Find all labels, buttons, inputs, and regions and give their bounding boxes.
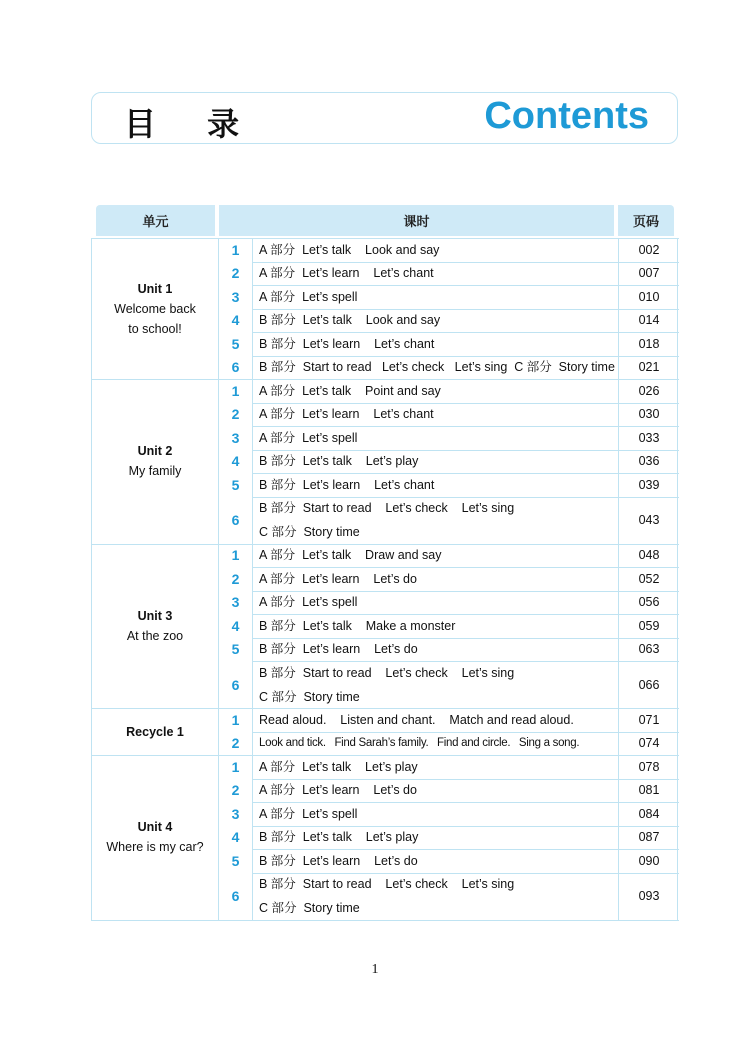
lesson-line: B 部分 Let’s talk Let’s play xyxy=(259,454,419,469)
lesson-line: A 部分 Let’s learn Let’s chant xyxy=(259,266,434,281)
page-ref: 093 xyxy=(618,873,679,920)
lesson-line: B 部分 Let’s learn Let’s chant xyxy=(259,336,435,351)
lesson-line: B 部分 Let’s talk Look and say xyxy=(259,313,441,328)
unit-cell xyxy=(92,708,218,755)
lesson-text xyxy=(254,426,618,450)
lesson-text xyxy=(254,638,618,662)
page-ref: 010 xyxy=(618,285,679,309)
lesson-number: 2 xyxy=(218,403,253,427)
unit-group xyxy=(91,238,678,379)
page-ref: 007 xyxy=(618,262,679,286)
table-row xyxy=(218,755,679,779)
lesson-text xyxy=(254,473,618,497)
unit-name: Recycle 1 xyxy=(126,724,184,739)
lesson-number: 4 xyxy=(218,309,253,333)
unit-name: Unit 2 xyxy=(137,444,173,459)
lesson-number: 3 xyxy=(218,591,253,615)
lesson-line: B 部分 Let’s learn Let’s chant xyxy=(259,477,435,492)
lesson-line: B 部分 Let’s talk Let’s play xyxy=(259,830,419,845)
table-row xyxy=(218,403,679,427)
table-row xyxy=(218,638,679,662)
page-ref: 052 xyxy=(618,567,679,591)
unit-cell xyxy=(92,544,218,709)
header-lesson: 课时 xyxy=(219,205,614,236)
lesson-text xyxy=(254,708,618,732)
lesson-text xyxy=(254,755,618,779)
page-ref: 066 xyxy=(618,661,679,708)
lesson-number: 3 xyxy=(218,802,253,826)
unit-subtitle: My family xyxy=(128,464,182,479)
lesson-line: A 部分 Let’s spell xyxy=(259,430,358,445)
table-row xyxy=(218,732,679,756)
title-chinese: 目 录 xyxy=(124,105,260,143)
lesson-number: 4 xyxy=(218,614,253,638)
page-ref: 036 xyxy=(618,450,679,474)
table-row xyxy=(218,332,679,356)
lesson-line: A 部分 Let’s talk Look and say xyxy=(259,242,440,257)
page-ref: 030 xyxy=(618,403,679,427)
lesson-text xyxy=(254,826,618,850)
lesson-line: A 部分 Let’s spell xyxy=(259,289,358,304)
table-row xyxy=(218,238,679,262)
lesson-text xyxy=(254,497,618,544)
page-ref: 048 xyxy=(618,544,679,568)
table-row xyxy=(218,591,679,615)
lesson-line: B 部分 Start to read Let’s check Let’s sing xyxy=(259,501,515,515)
lesson-text xyxy=(254,567,618,591)
page-number: 1 xyxy=(371,962,379,977)
unit-group xyxy=(91,708,678,755)
page-ref: 090 xyxy=(618,849,679,873)
lesson-number: 4 xyxy=(218,450,253,474)
table-row xyxy=(218,849,679,873)
table-row xyxy=(218,567,679,591)
lesson-number: 6 xyxy=(218,873,253,920)
lesson-line: A 部分 Let’s talk Let’s play xyxy=(259,759,418,774)
lesson-text xyxy=(254,403,618,427)
lesson-text xyxy=(254,779,618,803)
unit-subtitle: At the zoo xyxy=(126,628,184,643)
lesson-line: B 部分 Start to read Let’s check Let’s sing xyxy=(259,877,515,891)
lesson-text xyxy=(254,238,618,262)
page-ref: 059 xyxy=(618,614,679,638)
lesson-number: 1 xyxy=(218,755,253,779)
table-row xyxy=(218,356,679,380)
table-row xyxy=(218,802,679,826)
unit-cell xyxy=(92,238,218,379)
lesson-line: A 部分 Let’s learn Let’s do xyxy=(259,571,417,586)
lesson-number: 2 xyxy=(218,732,253,756)
table-row xyxy=(218,779,679,803)
lesson-number: 2 xyxy=(218,262,253,286)
lesson-number: 3 xyxy=(218,285,253,309)
table-row xyxy=(218,544,679,568)
unit-name: Unit 3 xyxy=(137,608,173,623)
unit-subtitle: Where is my car? xyxy=(106,840,204,855)
lesson-line: C 部分 Story time xyxy=(259,901,360,915)
lesson-text xyxy=(254,873,618,920)
page-ref: 018 xyxy=(618,332,679,356)
unit-subtitle: Welcome back xyxy=(114,301,196,316)
lesson-text xyxy=(254,732,618,756)
page-ref: 033 xyxy=(618,426,679,450)
lesson-number: 1 xyxy=(218,708,253,732)
unit-name: Unit 4 xyxy=(137,820,173,835)
lesson-number: 5 xyxy=(218,849,253,873)
lesson-line: A 部分 Let’s spell xyxy=(259,806,358,821)
lesson-line: Look and tick. Find Sarah’s family. Find and circle. Sing a song. xyxy=(259,737,580,750)
lesson-text xyxy=(254,614,618,638)
lesson-number: 5 xyxy=(218,638,253,662)
lesson-line: A 部分 Let’s learn Let’s chant xyxy=(259,407,434,422)
table-row xyxy=(218,309,679,333)
title-english: Contents xyxy=(484,95,649,137)
table-row xyxy=(218,262,679,286)
page-ref: 063 xyxy=(618,638,679,662)
page-ref: 014 xyxy=(618,309,679,333)
page-ref: 078 xyxy=(618,755,679,779)
unit-name: Unit 1 xyxy=(137,281,173,296)
unit-group xyxy=(91,755,678,920)
page-ref: 074 xyxy=(618,732,679,756)
table-row xyxy=(218,379,679,403)
lesson-line: C 部分 Story time xyxy=(259,689,360,704)
lesson-number: 6 xyxy=(218,356,253,380)
table-row xyxy=(218,614,679,638)
table-row xyxy=(218,450,679,474)
page-ref: 081 xyxy=(618,779,679,803)
table-row xyxy=(218,661,679,708)
lesson-number: 1 xyxy=(218,544,253,568)
lesson-number: 5 xyxy=(218,473,253,497)
lesson-text xyxy=(254,450,618,474)
lesson-text xyxy=(254,309,618,333)
page-ref: 084 xyxy=(618,802,679,826)
unit-subtitle: to school! xyxy=(128,321,182,336)
lesson-line: Read aloud. Listen and chant. Match and read aloud. xyxy=(259,712,574,727)
unit-cell xyxy=(92,755,218,920)
lesson-text xyxy=(254,262,618,286)
lesson-number: 3 xyxy=(218,426,253,450)
page-ref: 039 xyxy=(618,473,679,497)
page-ref: 087 xyxy=(618,826,679,850)
table-row xyxy=(218,826,679,850)
unit-group xyxy=(91,544,678,709)
lesson-number: 5 xyxy=(218,332,253,356)
lesson-text xyxy=(254,802,618,826)
page-ref: 021 xyxy=(618,356,679,380)
page-ref: 026 xyxy=(618,379,679,403)
lesson-number: 1 xyxy=(218,238,253,262)
lesson-text xyxy=(254,591,618,615)
lesson-number: 1 xyxy=(218,379,253,403)
table-row xyxy=(218,473,679,497)
title-box xyxy=(91,92,678,144)
unit-cell xyxy=(92,379,218,544)
lesson-text xyxy=(254,661,618,708)
lesson-text xyxy=(254,356,618,380)
page-ref: 002 xyxy=(618,238,679,262)
lesson-line: C 部分 Story time xyxy=(259,525,360,539)
table-row xyxy=(218,873,679,920)
lesson-text xyxy=(254,285,618,309)
lesson-number: 2 xyxy=(218,779,253,803)
unit-group xyxy=(91,379,678,544)
table-row xyxy=(218,708,679,732)
lesson-text xyxy=(254,332,618,356)
table-row xyxy=(218,497,679,544)
table-row xyxy=(218,426,679,450)
lesson-line: A 部分 Let’s talk Point and say xyxy=(259,383,441,398)
lesson-number: 2 xyxy=(218,567,253,591)
table-row xyxy=(218,285,679,309)
lesson-text xyxy=(254,849,618,873)
lesson-line: A 部分 Let’s learn Let’s do xyxy=(259,783,417,798)
lesson-line: B 部分 Let’s learn Let’s do xyxy=(259,642,418,657)
page-ref: 056 xyxy=(618,591,679,615)
unit-divider xyxy=(91,920,679,921)
lesson-line: B 部分 Let’s talk Make a monster xyxy=(259,618,456,633)
lesson-number: 4 xyxy=(218,826,253,850)
page-ref: 071 xyxy=(618,708,679,732)
lesson-text xyxy=(254,544,618,568)
lesson-line: A 部分 Let’s spell xyxy=(259,595,358,610)
lesson-number: 6 xyxy=(218,661,253,708)
lesson-line: B 部分 Start to read Let’s check Let’s sing xyxy=(259,665,515,680)
page-ref: 043 xyxy=(618,497,679,544)
header-page: 页码 xyxy=(618,205,674,236)
lesson-line: B 部分 Start to read Let’s check Let’s sing C 部分 Story time xyxy=(259,360,615,375)
lesson-line: B 部分 Let’s learn Let’s do xyxy=(259,853,418,868)
lesson-text xyxy=(254,379,618,403)
header-unit: 单元 xyxy=(96,205,215,236)
lesson-number: 6 xyxy=(218,497,253,544)
lesson-line: A 部分 Let’s talk Draw and say xyxy=(259,548,442,563)
